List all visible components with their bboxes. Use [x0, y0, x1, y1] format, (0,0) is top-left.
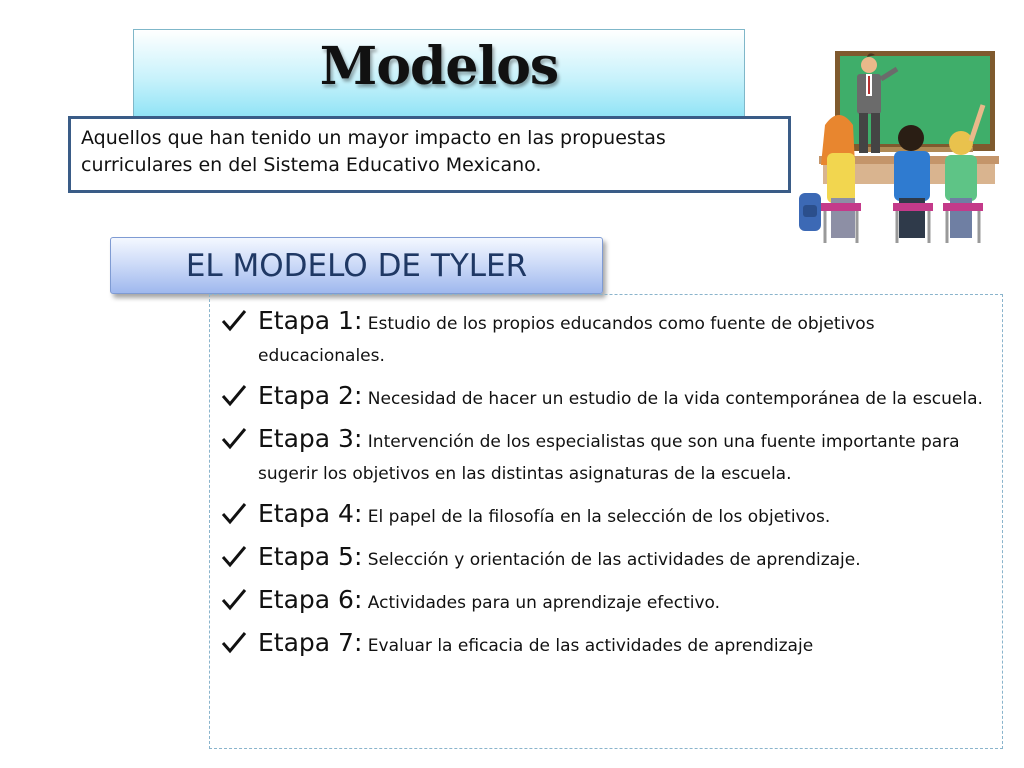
section-title-box [110, 237, 603, 294]
stage-item [219, 627, 994, 662]
stage-item [219, 541, 994, 576]
stage-label: Etapa 7: [258, 628, 363, 657]
stage-item [219, 380, 994, 415]
checkmark-icon [219, 627, 249, 657]
stage-label: Etapa 6: [258, 585, 363, 614]
stage-label: Etapa 4: [258, 499, 363, 528]
stage-text: Estudio de los propios educandos como fuente de objetivos educacionales. [258, 314, 875, 366]
stage-text: El papel de la filosofía en la selección de los objetivos. [367, 507, 831, 527]
checkmark-icon [219, 423, 249, 453]
stage-item [219, 498, 994, 533]
stage-text: Selección y orientación de las actividades de aprendizaje. [367, 550, 861, 570]
stage-text: Evaluar la eficacia de las actividades de aprendizaje [367, 636, 814, 656]
stage-label: Etapa 5: [258, 542, 363, 571]
stage-item [219, 423, 994, 490]
slide-title: Modelos [319, 36, 559, 97]
classroom-illustration [793, 43, 1006, 250]
checkmark-icon [219, 305, 249, 335]
description-box [68, 116, 791, 193]
checkmark-icon [219, 380, 249, 410]
description-text: Aquellos que han tenido un mayor impacto en las propuestas curriculares en del Sistema Educativo Mexicano. [81, 127, 666, 176]
checkmark-icon [219, 541, 249, 571]
stage-item [219, 584, 994, 619]
checkmark-icon [219, 498, 249, 528]
stage-text: Necesidad de hacer un estudio de la vida contemporánea de la escuela. [367, 389, 983, 409]
stage-list [219, 305, 994, 662]
stage-item [219, 305, 994, 372]
stage-label: Etapa 1: [258, 306, 363, 335]
stage-label: Etapa 2: [258, 381, 363, 410]
stage-text: Actividades para un aprendizaje efectivo. [367, 593, 721, 613]
section-title: EL MODELO DE TYLER [185, 248, 528, 284]
stage-label: Etapa 3: [258, 424, 363, 453]
stage-text: Intervención de los especialistas que son una fuente importante para sugerir los objetivos en las distintas asignaturas de la escuela. [258, 432, 960, 484]
checkmark-icon [219, 584, 249, 614]
